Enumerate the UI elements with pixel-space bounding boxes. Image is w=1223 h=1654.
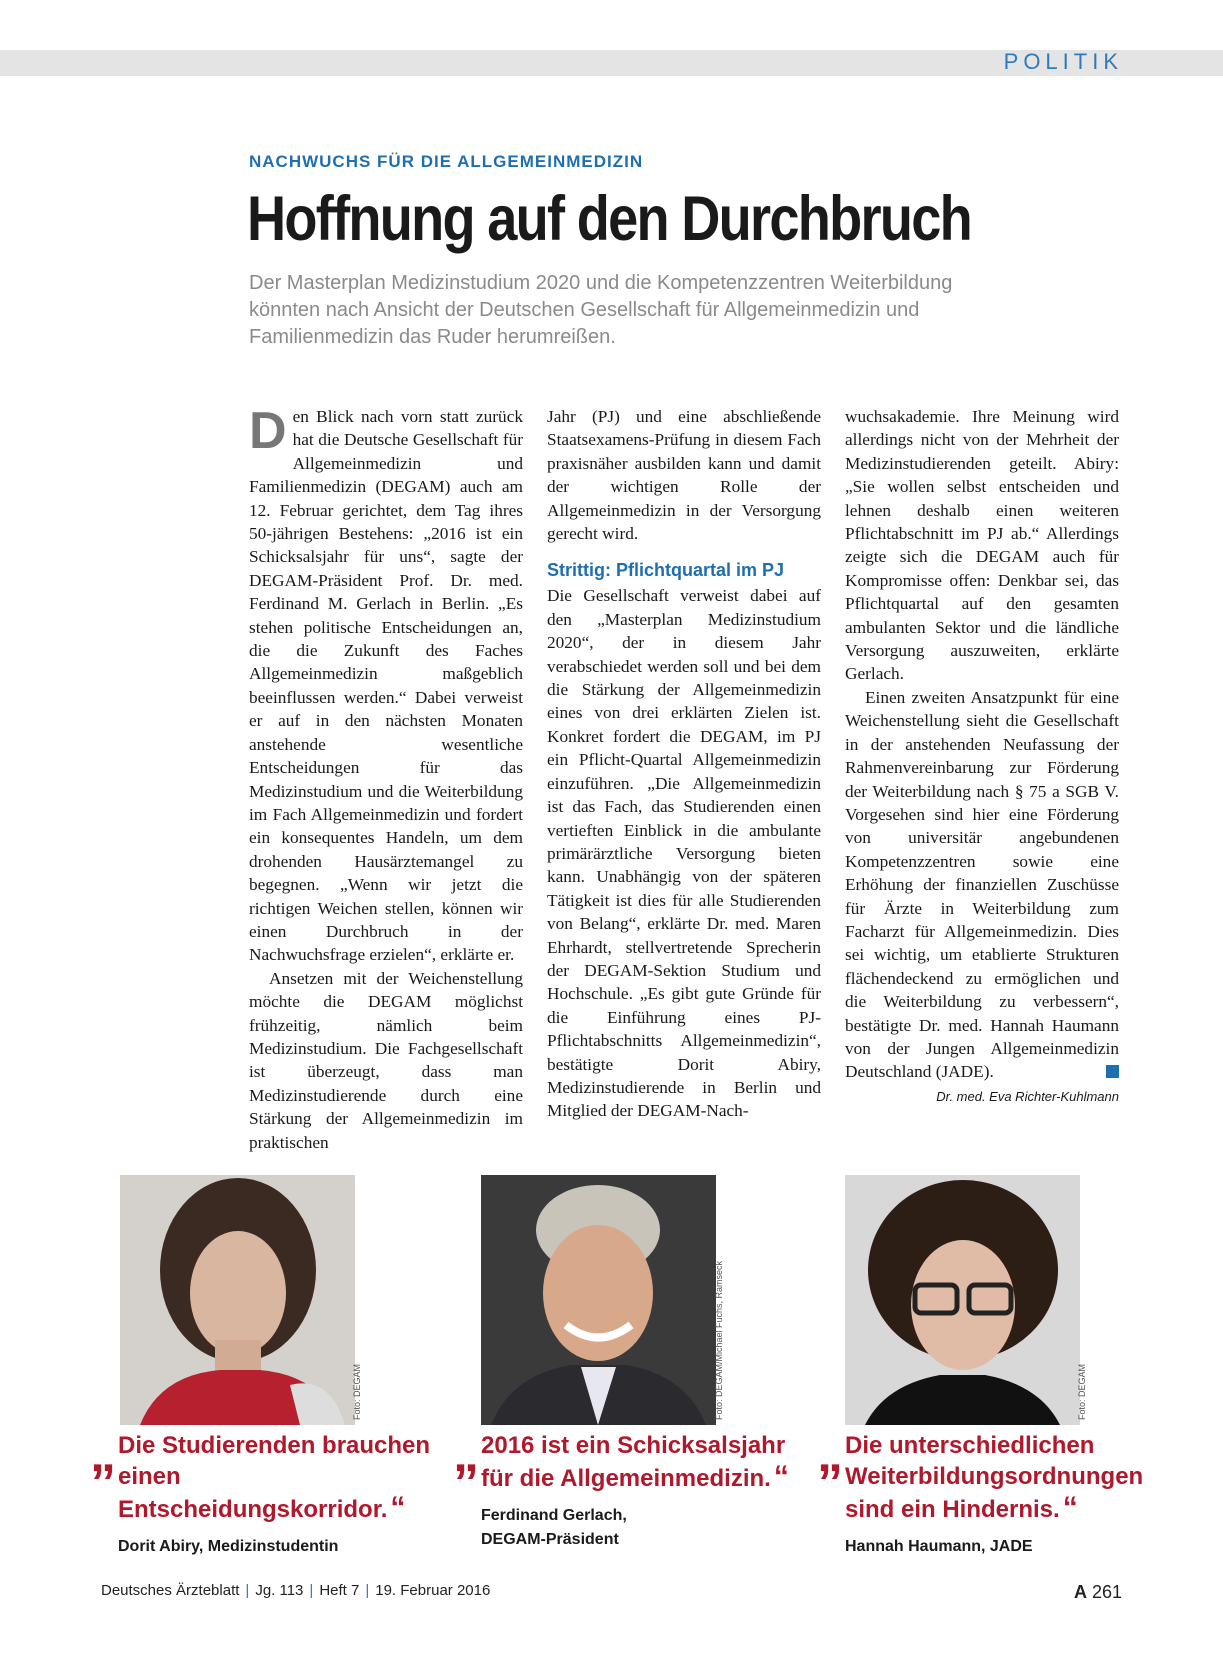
- pull-quote: [817, 1425, 1175, 1559]
- separator: |: [365, 1582, 370, 1599]
- portrait-photo-haumann: [845, 1175, 1080, 1425]
- issue-date: 19. Februar 2016: [375, 1582, 491, 1599]
- headline: Hoffnung auf den Durchbruch: [247, 184, 972, 254]
- quote-body: Die unterschiedlichen Weiterbildungsordnungen sind ein Hindernis.: [845, 1432, 1144, 1523]
- paragraph: en Blick nach vorn statt zurück hat die Deutsche Gesellschaft für Allgemeinmedizin und Familienmedizin (DEGAM) auch am 12. Februar gerichtet, dem Tag ihres 50-jährigen Bestehens: „2016 ist ein Schicksalsjahr für uns“, sagte der DEGAM-Präsident Prof. Dr. med. Ferdinand M. Gerlach in Berlin. „Es stehen politische Entscheidungen an, die die Zukunft des Faches Allgemeinmedizin maßgeblich beeinflussen werden.“ Dabei verweist er auf in den nächsten Monaten anstehende wesentliche Entscheidungen für das Medizinstudium und die Weiterbildung im Fach Allgemeinmedizin und fordert ein konsequentes Handeln, um dem drohenden Hausärztemangel zu begegnen. „Wenn wir jetzt die richtigen Weichen stellen, können wir einen Durchbruch in der Nachwuchsfrage erzielen“, erklärte er.: [249, 407, 523, 965]
- open-quote-icon: „: [90, 1425, 116, 1483]
- lead-paragraph: Der Masterplan Medizinstudium 2020 und die Kompetenzzentren Weiterbildung könnten nach Ansicht der Deutschen Gesellschaft für Allgemeinmedizin und Familienmedizin das Ruder herumreißen.: [249, 272, 953, 348]
- drop-cap: D: [249, 402, 287, 460]
- article-column-3: [845, 405, 1119, 1106]
- paragraph: Die Gesellschaft verweist dabei auf den „Masterplan Medizinstudium 2020“, der in diesem Jahr verabschiedet werden soll und bei dem die Stärkung der Allgemeinmedizin eines von drei erklärten Zielen ist. Konkret fordert die DEGAM, im PJ ein Pflicht-Quartal Allgemeinmedizin einzuführen. „Die Allgemeinmedizin ist das Fach, das Studierenden einen vertieften Einblick in die ambulante primärärztliche Versorgung bieten kann. Unabhängig von der späteren Tätigkeit ist dies für alle Studierenden von Belang“, erklärte Dr. med. Maren Ehrhardt, stellvertretende Sprecherin der DEGAM-Sektion Studium und Hochschule. „Es gibt gute Gründe für die Einführung eines PJ-Pflichtabschnitts Allgemeinmedizin“, bestätigte Dorit Abiry, Medizinstudierende in Berlin und Mitglied der DEGAM-Nach-: [547, 586, 821, 1121]
- open-quote-icon: „: [453, 1425, 479, 1483]
- footer-citation: [101, 1582, 490, 1599]
- attribution-role: DEGAM-Präsident: [481, 1531, 619, 1548]
- page-prefix: A: [1073, 1582, 1087, 1602]
- page-number-value: 261: [1091, 1582, 1122, 1602]
- quote-attribution: Dorit Abiry, Medizinstudentin: [118, 1538, 339, 1555]
- kicker: NACHWUCHS FÜR DIE ALLGEMEINMEDIZIN: [249, 152, 644, 171]
- quote-body: 2016 ist ein Schicksalsjahr für die Allgemeinmedizin.: [481, 1432, 786, 1492]
- quote-text: [118, 1430, 448, 1525]
- photo-credit: Foto: DEGAM: [1077, 1363, 1087, 1420]
- separator: |: [245, 1582, 250, 1599]
- paragraph: Jahr (PJ) und eine abschließende Staatsexamens-Prüfung in diesem Fach praxisnäher ausbilden kann und damit der wichtigen Rolle der Allgemeinmedizin in der Versorgung gerecht wird.: [547, 407, 821, 544]
- pull-quote: [90, 1425, 448, 1559]
- section-label: POLITIK: [1003, 49, 1123, 74]
- volume: Jg. 113: [255, 1582, 304, 1599]
- paragraph: wuchsakademie. Ihre Meinung wird allerdings nicht von der Mehrheit der Medizinstudierenden geteilt. Abiry: „Sie wollen selbst entscheiden und lehnen deshalb einen weiteren Pflichtabschnitt im PJ ab.“ Allerdings zeigte sich die DEGAM auch für Kompromisse offen: Denkbar sei, das Pflichtquartal auf den gesamten ambulanten Sektor und die ländliche Versorgung auszuweiten, erklärte Gerlach.: [845, 407, 1119, 684]
- article-column-2: [547, 405, 821, 1123]
- quote-body: Die Studierenden brauchen einen Entscheidungskorridor.: [118, 1432, 431, 1523]
- photo-credit: Foto: DEGAM: [352, 1363, 362, 1420]
- attribution-name: Ferdinand Gerlach,: [481, 1507, 627, 1524]
- pull-quote: [453, 1425, 811, 1552]
- separator: |: [309, 1582, 314, 1599]
- close-quote-icon: “: [390, 1491, 406, 1524]
- close-quote-icon: “: [773, 1460, 789, 1493]
- paragraph-text: Einen zweiten Ansatzpunkt für eine Weichenstellung sieht die Gesellschaft in der anstehenden Neufassung der Rahmenvereinbarung zur Förderung der Weiterbildung nach § 75 a SGB V. Vorgesehen sind hier eine Förderung von universitär angebundenen Kompetenzzentren sowie eine Erhöhung der finanziellen Zuschüsse für Ärzte in Weiterbildung zum Facharzt für Allgemeinmedizin. Dies sei wichtig, um etablierte Strukturen flächendeckend zu ermöglichen und die Weiterbildung zu verbessern“, bestätigte Dr. med. Hannah Haumann von der Jungen Allgemeinmedizin Deutschland (JADE).: [845, 687, 1119, 1082]
- photo-credit: Foto: DEGAM/Michael Fuchs, Ramseck: [714, 1260, 724, 1420]
- page-number: [1074, 1582, 1122, 1603]
- portrait-photo-gerlach: [481, 1175, 716, 1425]
- article-column-1: [249, 402, 523, 1154]
- quote-attribution: [481, 1504, 811, 1552]
- subheading: Strittig: Pflichtquartal im PJ: [547, 560, 785, 581]
- author-byline: Dr. med. Eva Richter-Kuhlmann: [936, 1088, 1119, 1104]
- issue: Heft 7: [319, 1582, 360, 1599]
- paragraph: Ansetzen mit der Weichenstellung möchte die DEGAM möglichst frühzeitig, nämlich beim Medizinstudium. Die Fachgesellschaft ist überzeugt, dass man Medizinstudierende durch eine Stärkung der Allgemeinmedizin im praktischen: [249, 968, 523, 1152]
- journal-name: Deutsches Ärzteblatt: [101, 1582, 240, 1599]
- portrait-photo-abiry: [120, 1175, 355, 1425]
- close-quote-icon: “: [1062, 1491, 1078, 1524]
- end-mark-icon: [1106, 1065, 1119, 1078]
- paragraph: [845, 686, 1119, 1084]
- quote-attribution: Hannah Haumann, JADE: [845, 1538, 1033, 1555]
- quote-text: [845, 1430, 1175, 1525]
- open-quote-icon: „: [817, 1425, 843, 1483]
- quote-text: [481, 1430, 811, 1494]
